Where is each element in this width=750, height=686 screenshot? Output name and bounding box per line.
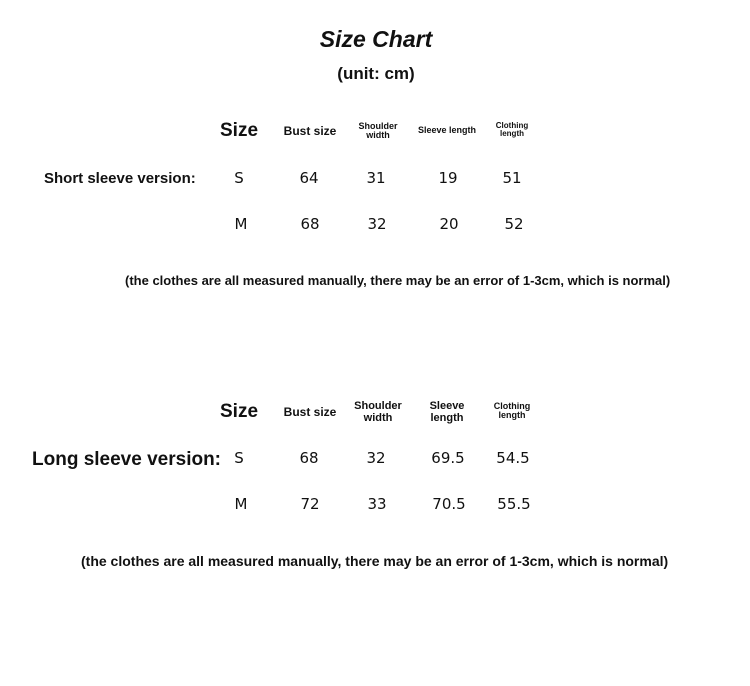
bust-size-header: Bust size <box>283 405 337 419</box>
shoulder-width-header: Shoulder width <box>354 400 402 424</box>
table-cell: 32 <box>366 449 386 467</box>
unit-label: (unit: cm) <box>337 64 415 83</box>
clothing-length-header: Clothing length <box>493 401 531 421</box>
table-cell: 64 <box>299 169 319 187</box>
table-cell: M <box>234 215 248 233</box>
table-cell: 68 <box>299 449 319 467</box>
table-cell: 32 <box>367 215 387 233</box>
bust-size-header: Bust size <box>283 124 337 138</box>
measurement-note: (the clothes are all measured manually, there may be an error of 1-3cm, which is normal) <box>81 553 669 569</box>
clothing-length-header: Clothing length <box>495 121 529 139</box>
table-cell: 70.5 <box>432 495 466 513</box>
measurement-note: (the clothes are all measured manually, there may be an error of 1-3cm, which is normal) <box>125 273 671 288</box>
long-sleeve-version-label: Long sleeve version: <box>32 449 222 470</box>
table-cell: 19 <box>438 169 458 187</box>
sleeve-length-header: Sleeve length <box>417 125 477 135</box>
size-header: Size <box>220 120 259 141</box>
sleeve-length-header: Sleeve length <box>429 400 465 424</box>
table-cell: S <box>234 449 244 467</box>
table-cell: 31 <box>366 169 386 187</box>
table-cell: 52 <box>504 215 524 233</box>
page-title: Size Chart <box>319 26 433 52</box>
table-cell: 51 <box>502 169 522 187</box>
table-cell: 69.5 <box>431 449 465 467</box>
table-cell: 72 <box>300 495 320 513</box>
table-cell: 68 <box>300 215 320 233</box>
table-cell: 54.5 <box>496 449 530 467</box>
table-cell: 20 <box>439 215 459 233</box>
table-cell: S <box>234 169 244 187</box>
table-cell: 55.5 <box>497 495 531 513</box>
shoulder-width-header: Shoulder width <box>358 121 398 141</box>
table-cell: 33 <box>367 495 387 513</box>
size-header: Size <box>220 401 259 422</box>
short-sleeve-version-label: Short sleeve version: <box>44 170 196 187</box>
table-cell: M <box>234 495 248 513</box>
